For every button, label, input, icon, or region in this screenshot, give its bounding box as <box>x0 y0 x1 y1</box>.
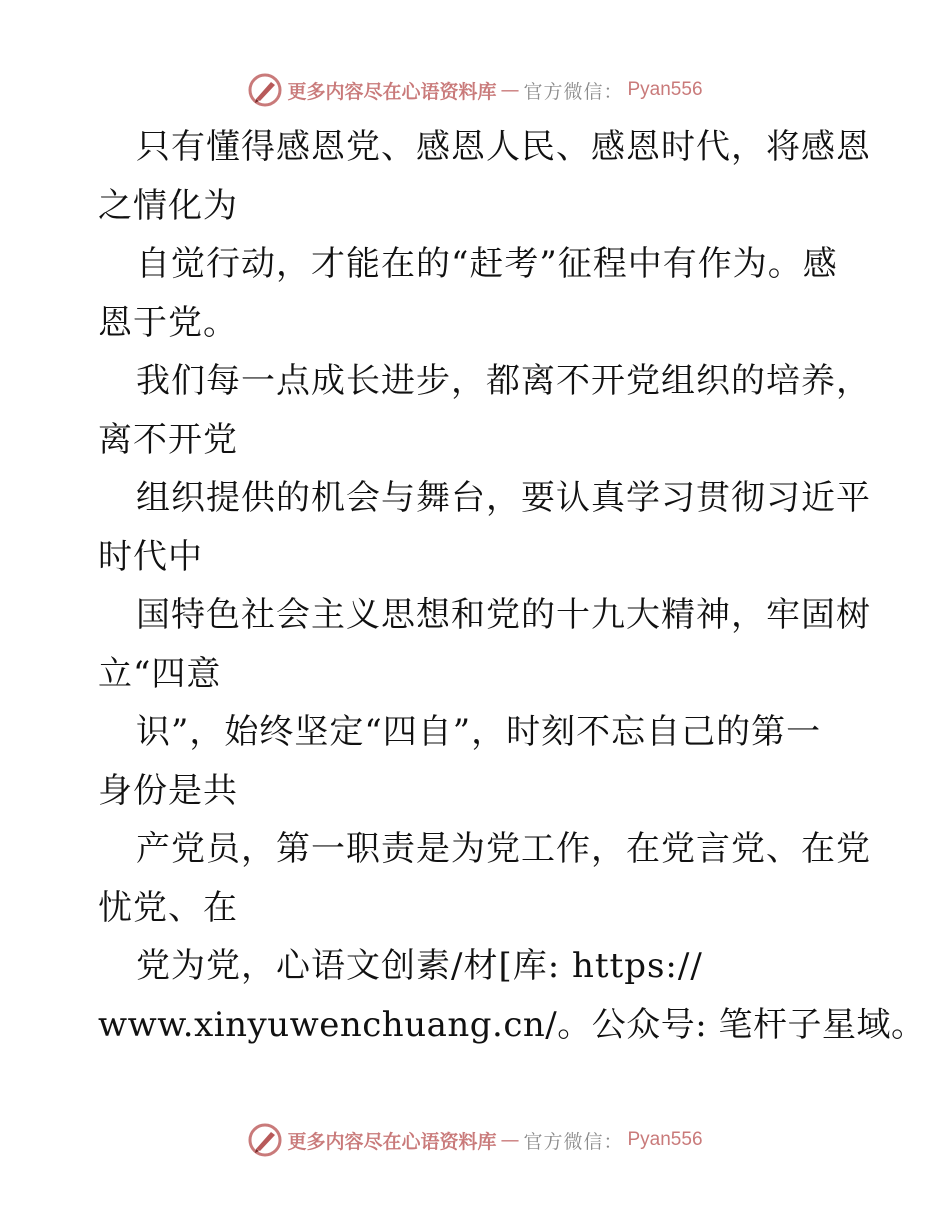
body-line: 离不开党 <box>98 419 238 460</box>
body-line: 组织提供的机会与舞台，要认真学习贯彻习近平 <box>136 478 871 518</box>
banner-wechat-id: Pyan556 <box>627 79 703 100</box>
body-line: 自觉行动，才能在的“赶考”征程中有作为。感 <box>136 244 838 284</box>
body-line: 识”，始终坚定“四自”，时刻不忘自己的第一 <box>136 712 822 752</box>
banner-separator: — <box>500 79 520 101</box>
banner-wechat-label: 官方微信： <box>523 1130 624 1153</box>
pen-logo-icon <box>247 72 283 108</box>
banner-brand-text: 更多内容尽在心语资料库 <box>287 1130 497 1153</box>
body-line: 只有懂得感恩党、感恩人民、感恩时代，将感恩 <box>136 127 871 167</box>
header-banner <box>0 70 950 110</box>
banner-wechat-id: Pyan556 <box>627 1129 703 1150</box>
body-line: 国特色社会主义思想和党的十九大精神，牢固树 <box>136 595 871 635</box>
banner-brand-text: 更多内容尽在心语资料库 <box>287 80 497 103</box>
body-line: 身份是共 <box>98 770 238 811</box>
body-line: 产党员，第一职责是为党工作，在党言党、在党 <box>136 829 871 869</box>
body-line: 时代中 <box>98 536 203 577</box>
banner-separator: — <box>500 1129 520 1151</box>
banner-wechat-label: 官方微信： <box>523 80 624 103</box>
body-line: 之情化为 <box>98 185 238 226</box>
body-line: www.xinyuwenchuang.cn/。公众号: 笔杆子星域。 <box>98 1004 926 1045</box>
document-body <box>98 118 926 1054</box>
body-line: 恩于党。 <box>98 302 238 343</box>
body-line: 党为党，心语文创素/材[库: https:// <box>136 946 703 986</box>
body-line: 立“四意 <box>98 653 222 694</box>
pen-logo-icon <box>247 1122 283 1158</box>
body-line: 忧党、在 <box>98 887 238 928</box>
footer-banner <box>0 1120 950 1160</box>
body-line: 我们每一点成长进步，都离不开党组织的培养， <box>136 361 871 401</box>
